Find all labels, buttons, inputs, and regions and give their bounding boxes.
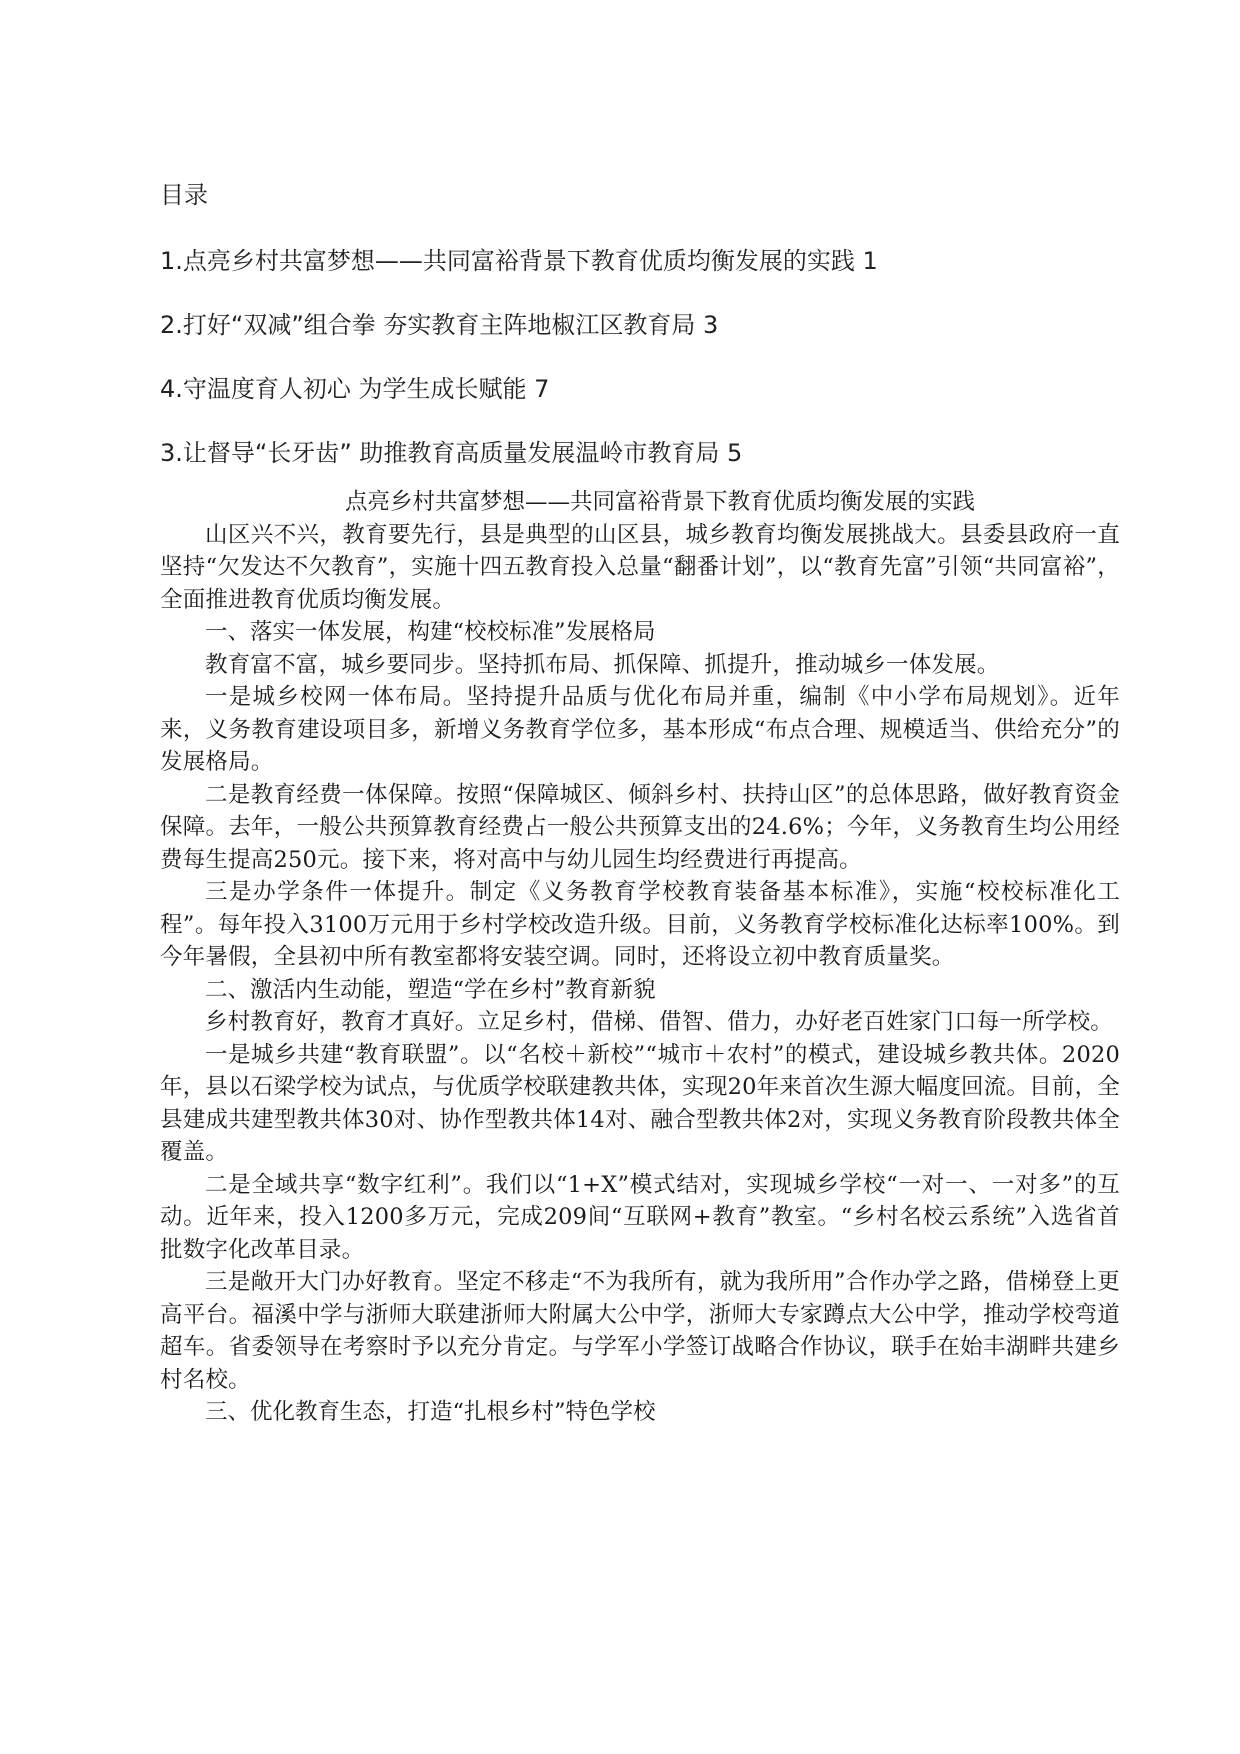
section-heading-1: 一、落实一体发展，构建“校校标准”发展格局	[205, 619, 656, 645]
paragraph: 二是教育经费一体保障。按照“保障城区、倾斜乡村、扶持山区”的总体思路，做好教育资金保障。去年，一般公共预算教育经费占一般公共预算支出的24.6%；今年，义务教育生均公用经费每生提高250元。接下来，将对高中与幼儿园生均经费进行再提高。	[160, 781, 1120, 873]
paragraph: 教育富不富，城乡要同步。坚持抓布局、抓保障、抓提升，推动城乡一体发展。	[205, 651, 1000, 678]
article-body	[160, 486, 1120, 1429]
table-of-contents	[160, 178, 1120, 500]
toc-entry-3[interactable]: 3.让督导“长牙齿” 助推教育高质量发展温岭市教育局 5	[160, 439, 743, 467]
paragraph: 三是敞开大门办好教育。坚定不移走“不为我所有，就为我所用”合作办学之路，借梯登上更高平台。福溪中学与浙师大联建浙师大附属大公中学，浙师大专家蹲点大公中学，推动学校弯道超车。省委领导在考察时予以充分肯定。与学军小学签订战略合作协议，联手在始丰湖畔共建乡村名校。	[160, 1269, 1120, 1393]
paragraph: 一是城乡共建“教育联盟”。以“名校＋新校”“城市＋农村”的模式，建设城乡教共体。2020年，县以石梁学校为试点，与优质学校联建教共体，实现20年来首次生源大幅度回流。目前，全县建成共建型教共体30对、协作型教共体14对、融合型教共体2对，实现义务教育阶段教共体全覆盖。	[160, 1041, 1120, 1165]
section-heading-3: 三、优化教育生态，打造“扎根乡村”特色学校	[205, 1399, 656, 1425]
toc-entry-4[interactable]: 4.守温度育人初心 为学生成长赋能 7	[160, 375, 550, 403]
paragraph: 三是办学条件一体提升。制定《义务教育学校教育装备基本标准》，实施“校校标准化工程”。每年投入3100万元用于乡村学校改造升级。目前，义务教育学校标准化达标率100%。到今年暑假，全县初中所有教室都将安装空调。同时，还将设立初中教育质量奖。	[160, 879, 1120, 970]
article-title: 点亮乡村共富梦想——共同富裕背景下教育优质均衡发展的实践	[344, 489, 975, 515]
paragraph-intro: 山区兴不兴，教育要先行，县是典型的山区县，城乡教育均衡发展挑战大。县委县政府一直坚持“欠发达不欠教育”，实施十四五教育投入总量“翻番计划”，以“教育先富”引领“共同富裕”，全面推进教育优质均衡发展。	[160, 521, 1120, 613]
paragraph: 二是全域共享“数字红利”。我们以“1+X”模式结对，实现城乡学校“一对一、一对多”的互动。近年来，投入1200多万元，完成209间“互联网+教育”教室。“乡村名校云系统”入选省首批数字化改革目录。	[160, 1171, 1120, 1263]
paragraph: 一是城乡校网一体布局。坚持提升品质与优化布局并重，编制《中小学布局规划》。近年来，义务教育建设项目多，新增义务教育学位多，基本形成“布点合理、规模适当、供给充分”的发展格局。	[160, 684, 1120, 775]
section-heading-2: 二、激活内生动能，塑造“学在乡村”教育新貌	[205, 976, 656, 1003]
toc-title: 目录	[160, 181, 208, 209]
toc-entry-2[interactable]: 2.打好“双减”组合拳 夯实教育主阵地椒江区教育局 3	[160, 311, 719, 339]
toc-entry-1[interactable]: 1.点亮乡村共富梦想——共同富裕背景下教育优质均衡发展的实践 1	[160, 247, 878, 275]
paragraph: 乡村教育好，教育才真好。立足乡村，借梯、借智、借力，办好老百姓家门口每一所学校。	[205, 1009, 1114, 1035]
